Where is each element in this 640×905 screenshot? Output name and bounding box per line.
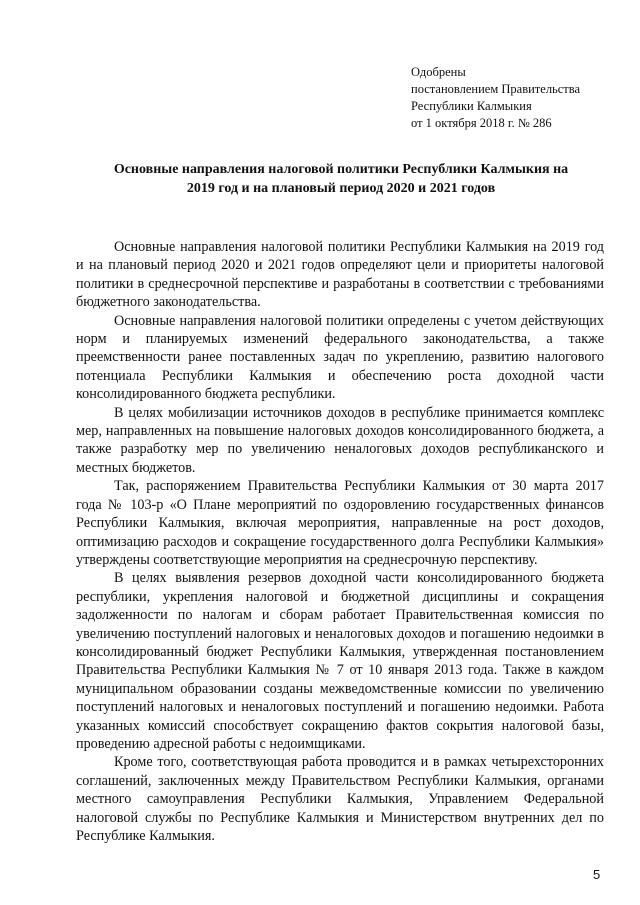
- approval-line: Республики Калмыкия: [411, 99, 532, 113]
- document-body: [76, 238, 604, 845]
- approval-line: постановлением Правительства: [411, 82, 581, 96]
- body-paragraph: Так, распоряжением Правительства Республики Калмыкия от 30 марта 2017 года № 103-р «О Плане мероприятий по оздоровлению государственных финансов Республики Калмыкия, включая мероприятия, направленные на рост доходов, оптимизацию расходов и сокращение государственного долга Республики Калмыкия» утверждены соответствующие мероприятия на среднесрочную перспективу.: [76, 478, 604, 568]
- body-paragraph: Основные направления налоговой политики Республики Калмыкия на 2019 год и на плановый период 2020 и 2021 годов определяют цели и приоритеты налоговой политики в среднесрочной перспективе и разработаны в соответствии с требованиями бюджетного законодательства.: [76, 239, 604, 311]
- body-paragraph: Кроме того, соответствующая работа проводится и в рамках четырехсторонних соглашений, заключенных между Правительством Республики Калмыкия, органами местного самоуправления Республики Калмыкия, Управлением Федеральной налоговой службы по Республике Калмыкия и Министерством внутренних дел по Республике Калмыкия.: [76, 754, 604, 844]
- approval-line: от 1 октября 2018 г. № 286: [411, 116, 552, 130]
- document-title: [76, 160, 606, 198]
- body-paragraph: Основные направления налоговой политики определены с учетом действующих норм и планируемых изменений федерального законодательства, а также преемственности ранее поставленных задач по укреплению, развитию налогового потенциала Республики Калмыкия и обеспечению роста доходной части консолидированного бюджета республики.: [76, 312, 604, 403]
- body-paragraph: В целях мобилизации источников доходов в республике принимается комплекс мер, направленных на повышение налоговых доходов консолидированного бюджета, а также разработку мер по увеличению неналоговых доходов республиканского и местных бюджетов.: [76, 404, 604, 476]
- title-line: 2019 год и на плановый период 2020 и 2021 годов: [186, 181, 496, 196]
- title-line: Основные направления налоговой политики Республики Калмыкия на: [113, 162, 569, 177]
- body-paragraph: В целях выявления резервов доходной части консолидированного бюджета республики, укрепления налоговой и бюджетной дисциплины и сокращения задолженности по налогам и сборам работает Правительственная комиссия по увеличению поступлений налоговых и неналоговых доходов и погашению недоимки в консолидированный бюджет Республики Калмыкия, утвержденная постановлением Правительства Республики Калмыкия № 7 от 10 января 2013 года. Также в каждом муниципальном образовании созданы межведомственные комиссии по увеличению поступлений налоговых и неналоговых поступлений и погашению недоимки. Работа указанных комиссий способствует сокращению фактов сокрытия налоговой базы, проведению адресной работы с недоимщиками.: [76, 570, 604, 752]
- page-number: 5: [593, 867, 601, 882]
- approval-stamp: [411, 64, 580, 132]
- approval-line: Одобрены: [411, 65, 466, 79]
